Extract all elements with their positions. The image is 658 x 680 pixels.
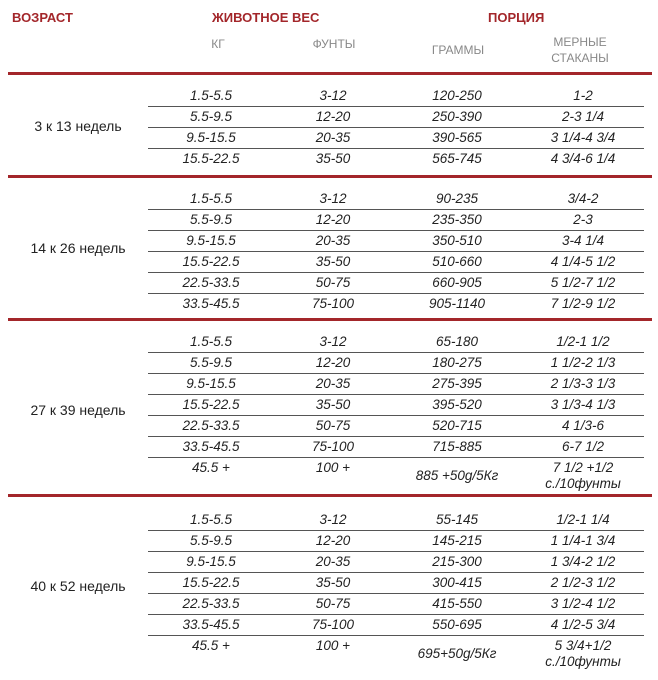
table-row: [148, 552, 644, 573]
cell-lbs: 3-12: [319, 512, 347, 527]
cell-kg: 5.5-9.5: [189, 109, 233, 124]
cell-cups: 4 1/2-5 3/4: [550, 617, 616, 632]
cell-grams: 520-715: [432, 418, 482, 433]
cell-kg: 22.5-33.5: [182, 418, 240, 433]
cell-lbs: 20-35: [315, 376, 351, 391]
cell-cups: 7 1/2-9 1/2: [550, 296, 616, 311]
subheader-grams: ГРАММЫ: [431, 43, 485, 57]
cell-kg: 1.5-5.5: [189, 191, 233, 206]
cell-cups: 7 1/2 +1/2 с./10фунты: [545, 460, 621, 491]
cell-lbs: 3-12: [319, 334, 347, 349]
table-row: [148, 416, 644, 437]
cell-kg: 33.5-45.5: [182, 617, 240, 632]
cell-cups: 1/2-1 1/2: [556, 334, 610, 349]
cell-kg: 1.5-5.5: [189, 88, 233, 103]
cell-lbs: 3-12: [319, 191, 347, 206]
cell-lbs: 12-20: [315, 355, 351, 370]
cell-cups: 1/2-1 1/4: [556, 512, 610, 527]
table-row: [148, 332, 644, 353]
cell-cups: 1 1/2-2 1/3: [550, 355, 616, 370]
cell-grams: 250-390: [432, 109, 482, 124]
table-row: [148, 510, 644, 531]
cell-cups: 3-4 1/4: [561, 233, 605, 248]
cell-cups: 5 1/2-7 1/2: [550, 275, 616, 290]
cell-lbs: 75-100: [311, 617, 355, 632]
age-group-label: 14 к 26 недель: [30, 240, 126, 256]
cell-lbs: 35-50: [315, 397, 351, 412]
cell-kg: 33.5-45.5: [182, 439, 240, 454]
cell-lbs: 50-75: [315, 418, 351, 433]
cell-kg: 15.5-22.5: [182, 254, 240, 269]
table-row: [148, 437, 644, 458]
cell-grams: 885 +50g/5Кг: [415, 468, 499, 483]
table-row: [148, 615, 644, 636]
subheader-lbs: ФУНТЫ: [312, 37, 356, 51]
cell-lbs: 20-35: [315, 554, 351, 569]
cell-kg: 33.5-45.5: [182, 296, 240, 311]
cell-lbs: 75-100: [311, 296, 355, 311]
cell-lbs: 35-50: [315, 254, 351, 269]
cell-lbs: 100 +: [315, 460, 351, 475]
cell-grams: 695+50g/5Кг: [417, 646, 497, 661]
table-row: [148, 594, 644, 615]
cell-grams: 65-180: [435, 334, 479, 349]
cell-lbs: 20-35: [315, 130, 351, 145]
cell-cups: 2 1/3-3 1/3: [550, 376, 616, 391]
cell-grams: 350-510: [432, 233, 482, 248]
cell-lbs: 75-100: [311, 439, 355, 454]
table-row: [148, 531, 644, 552]
table-row: [148, 374, 644, 395]
cell-grams: 235-350: [432, 212, 482, 227]
cell-lbs: 12-20: [315, 109, 351, 124]
cell-lbs: 12-20: [315, 212, 351, 227]
group-divider: [8, 72, 652, 75]
cell-cups: 6-7 1/2: [561, 439, 605, 454]
cell-cups: 3 1/3-4 1/3: [550, 397, 616, 412]
cell-kg: 9.5-15.5: [186, 554, 236, 569]
cell-cups: 1 3/4-2 1/2: [550, 554, 616, 569]
cell-grams: 510-660: [432, 254, 482, 269]
cell-grams: 550-695: [432, 617, 482, 632]
cell-grams: 55-145: [435, 512, 479, 527]
subheader-cups-line2: СТАКАНЫ: [551, 51, 609, 65]
age-group-label: 40 к 52 недель: [30, 578, 126, 594]
table-row: [148, 573, 644, 594]
cell-kg: 22.5-33.5: [182, 275, 240, 290]
cell-lbs: 35-50: [315, 151, 351, 166]
table-row: [148, 636, 644, 672]
cell-grams: 145-215: [432, 533, 482, 548]
cell-grams: 565-745: [432, 151, 482, 166]
group-divider: [8, 318, 652, 321]
cell-lbs: 3-12: [319, 88, 347, 103]
cell-cups: 3/4-2: [567, 191, 599, 206]
cell-grams: 715-885: [432, 439, 482, 454]
cell-kg: 22.5-33.5: [182, 596, 240, 611]
group-divider: [8, 175, 652, 178]
table-row: [148, 107, 644, 128]
cell-grams: 275-395: [432, 376, 482, 391]
group-divider: [8, 494, 652, 497]
cell-grams: 215-300: [432, 554, 482, 569]
table-row: [148, 353, 644, 374]
cell-kg: 45.5 +: [192, 638, 230, 653]
subheader-cups-line1: МЕРНЫЕ: [553, 35, 607, 49]
cell-cups: 1 1/4-1 3/4: [550, 533, 616, 548]
cell-cups: 3 1/2-4 1/2: [550, 596, 616, 611]
cell-kg: 9.5-15.5: [186, 376, 236, 391]
table-row: [148, 231, 644, 252]
table-row: [148, 189, 644, 210]
cell-kg: 15.5-22.5: [182, 397, 240, 412]
subheader-kg: КГ: [211, 37, 225, 51]
cell-cups: 1-2: [573, 88, 593, 103]
table-row: [148, 395, 644, 416]
age-group-label: 27 к 39 недель: [30, 402, 126, 418]
cell-cups: 3 1/4-4 3/4: [550, 130, 616, 145]
header-portion: ПОРЦИЯ: [488, 10, 545, 25]
cell-lbs: 20-35: [315, 233, 351, 248]
cell-kg: 9.5-15.5: [186, 130, 236, 145]
table-row: [148, 149, 644, 169]
table-row: [148, 86, 644, 107]
cell-cups: 5 3/4+1/2 с./10фунты: [545, 638, 621, 669]
table-row: [148, 252, 644, 273]
cell-grams: 905-1140: [428, 296, 486, 311]
cell-grams: 415-550: [432, 596, 482, 611]
header-weight: ЖИВОТНОЕ ВЕС: [212, 10, 320, 25]
header-age: ВОЗРАСТ: [12, 10, 73, 25]
cell-cups: 4 3/4-6 1/4: [550, 151, 616, 166]
cell-grams: 395-520: [432, 397, 482, 412]
cell-lbs: 12-20: [315, 533, 351, 548]
cell-kg: 5.5-9.5: [189, 533, 233, 548]
cell-grams: 390-565: [432, 130, 482, 145]
cell-kg: 15.5-22.5: [182, 575, 240, 590]
cell-lbs: 35-50: [315, 575, 351, 590]
cell-kg: 5.5-9.5: [189, 212, 233, 227]
cell-kg: 1.5-5.5: [189, 512, 233, 527]
subheader-cups: [530, 34, 630, 66]
cell-kg: 9.5-15.5: [186, 233, 236, 248]
cell-cups: 4 1/3-6: [561, 418, 605, 433]
cell-lbs: 50-75: [315, 275, 351, 290]
cell-grams: 90-235: [435, 191, 479, 206]
cell-grams: 180-275: [432, 355, 482, 370]
cell-kg: 5.5-9.5: [189, 355, 233, 370]
table-row: [148, 294, 644, 314]
cell-cups: 4 1/4-5 1/2: [550, 254, 616, 269]
cell-cups: 2-3: [573, 212, 593, 227]
cell-grams: 660-905: [432, 275, 482, 290]
table-row: [148, 458, 644, 494]
cell-kg: 45.5 +: [192, 460, 230, 475]
cell-kg: 15.5-22.5: [182, 151, 240, 166]
cell-kg: 1.5-5.5: [189, 334, 233, 349]
cell-grams: 120-250: [432, 88, 482, 103]
cell-cups: 2 1/2-3 1/2: [550, 575, 616, 590]
cell-cups: 2-3 1/4: [561, 109, 605, 124]
age-group-label: 3 к 13 недель: [34, 118, 122, 134]
cell-lbs: 50-75: [315, 596, 351, 611]
cell-lbs: 100 +: [315, 638, 351, 653]
cell-grams: 300-415: [432, 575, 482, 590]
table-row: [148, 210, 644, 231]
table-row: [148, 273, 644, 294]
table-row: [148, 128, 644, 149]
